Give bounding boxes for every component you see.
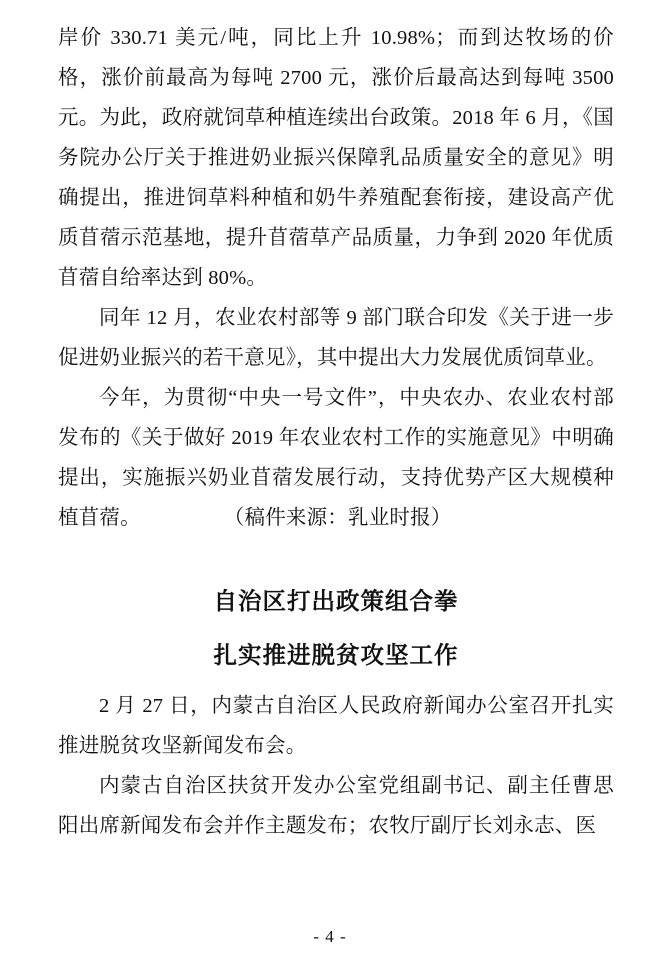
section-spacer <box>58 538 614 572</box>
paragraph-5: 内蒙古自治区扶贫开发办公室党组副书记、副主任曹思阳出席新闻发布会并作主题发布；农牧厅副厅长刘永志、医 <box>58 775 614 837</box>
paragraph-1: 岸价 330.71 美元/吨，同比上升 10.98%；而到达牧场的价格，涨价前最高为每吨 2700 元，涨价后最高达到每吨 3500 元。为此，政府就饲草种植连续出台政策。2018 年 6 月，《国务院办公厅关于推进奶业振兴保障乳品质量安全的意见》明确提出，推进饲草料种植和奶牛养殖配套衔接，建设高产优质苜蓿示范基地，提升苜蓿草产品质量，力争到 2020 年优质苜蓿自给率达到 80%。 <box>58 27 614 289</box>
section-heading-line-2: 扎实推进脱贫攻坚工作 <box>213 643 459 669</box>
paragraph-4: 2 月 27 日，内蒙古自治区人民政府新闻办公室召开扎实推进脱贫攻坚新闻发布会。 <box>58 695 614 757</box>
page-number: - 4 - <box>313 927 347 946</box>
paragraph-3: 今年，为贯彻“中央一号文件”，中央农办、农业农村部发布的《关于做好 2019 年农业农村工作的实施意见》中明确提出，实施振兴奶业苜蓿发展行动，支持优势产区大规模种植苜蓿。 （稿件来源：乳业时报） <box>58 387 614 529</box>
paragraph-2: 同年 12 月，农业农村部等 9 部门联合印发《关于进一步促进奶业振兴的若干意见》，其中提出大力发展优质饲草业。 <box>58 307 614 369</box>
section-heading-line-1: 自治区打出政策组合拳 <box>213 589 459 615</box>
